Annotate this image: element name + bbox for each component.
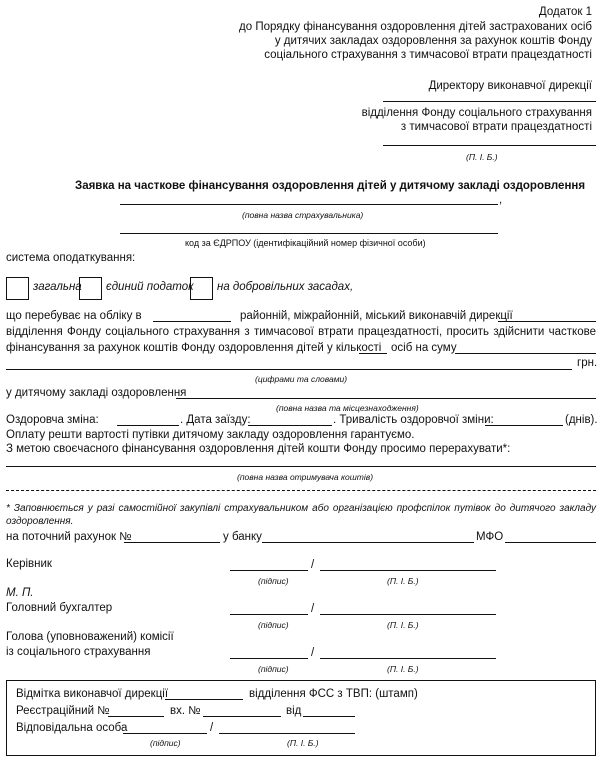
date-label: від <box>286 705 302 717</box>
recipient-caption: (повна назва отримувача коштів) <box>237 472 374 482</box>
accountant-pib-line[interactable] <box>320 614 496 615</box>
footnote-line-2: оздоровлення. <box>6 516 74 527</box>
director-label: Директору виконавчої дирекції <box>428 80 592 92</box>
arrival-label: . Дата заїзду: <box>180 414 251 426</box>
bank-name-line[interactable] <box>262 542 474 543</box>
insurer-comma: , <box>499 194 503 206</box>
camp-name-line[interactable] <box>176 398 596 399</box>
tax-general-checkbox[interactable] <box>6 277 29 300</box>
accountant-sign-caption: (підпис) <box>258 620 289 630</box>
head-slash: / <box>311 559 315 571</box>
head-label: Керівник <box>6 558 52 570</box>
footnote-separator <box>6 490 596 491</box>
insurer-name-caption: (повна назва страхувальника) <box>242 210 364 220</box>
document-title: Заявка на часткове фінансування оздоровлення дітей у дитячому закладі оздоровлення <box>75 180 586 192</box>
currency-label: грн. <box>577 357 598 369</box>
mark-office-line[interactable] <box>165 699 243 700</box>
sum-line-1[interactable] <box>455 353 596 354</box>
accountant-label: Головний бухгалтер <box>6 602 113 614</box>
arrival-date-line[interactable] <box>248 425 332 426</box>
commission-slash: / <box>311 647 315 659</box>
accountant-sign-line[interactable] <box>230 614 308 615</box>
sum-caption: (цифрами та словами) <box>255 374 348 384</box>
camp-label: у дитячому закладі оздоровлення <box>6 387 187 399</box>
commission-label-1: Голова (уповноважений) комісії <box>6 631 174 643</box>
mark-label-a: Відмітка виконавчої дирекції <box>16 688 169 700</box>
accountant-pib-caption: (П. І. Б.) <box>387 620 419 630</box>
department-line-2: з тимчасової втрати працездатності <box>400 121 592 133</box>
tax-voluntary-label: на добровільних засадах, <box>217 281 354 293</box>
request-line-3b: осіб на суму <box>391 342 457 354</box>
seal-label: М. П. <box>6 587 34 599</box>
request-line-3a: фінансування за рахунок коштів Фонду оздоровлення дітей у кількості <box>6 342 382 354</box>
annex-number: Додаток 1 <box>538 6 592 18</box>
responsible-label: Відповідальна особа <box>16 722 128 734</box>
header-line-1: до Порядку фінансування оздоровлення дітей застрахованих осіб <box>239 21 592 33</box>
accountant-slash: / <box>311 603 315 615</box>
mfo-line[interactable] <box>505 542 596 543</box>
director-name-line[interactable] <box>383 101 596 102</box>
transfer-text: З метою своєчасного фінансування оздоровлення дітей кошти Фонду просимо перерахувати*: <box>6 443 511 455</box>
tax-general-label: загальна <box>33 281 82 293</box>
commission-sign-line[interactable] <box>230 658 308 659</box>
shift-line[interactable] <box>117 425 179 426</box>
insurer-name-line[interactable] <box>120 204 498 205</box>
account-label: на поточний рахунок № <box>6 531 132 543</box>
recipient-line[interactable] <box>6 466 596 467</box>
children-count-line[interactable] <box>359 353 387 354</box>
director-pib-caption: (П. І. Б.) <box>466 152 498 162</box>
tax-system-label: система оподаткування: <box>6 252 136 264</box>
official-mark-box <box>6 680 596 756</box>
registration-office-line[interactable] <box>498 321 596 322</box>
incoming-number-line[interactable] <box>203 716 281 717</box>
responsible-pib-line[interactable] <box>219 733 355 734</box>
incoming-number-label: вх. № <box>170 705 201 717</box>
insurer-code-caption: код за ЄДРПОУ (ідентифікаційний номер фізичної особи) <box>185 238 426 248</box>
head-sign-line[interactable] <box>230 570 308 571</box>
bank-label: у банку <box>223 531 262 543</box>
mfo-label: МФО <box>476 531 504 543</box>
tax-single-label: єдиний податок <box>106 281 194 293</box>
tax-single-checkbox[interactable] <box>79 277 102 300</box>
responsible-sign-line[interactable] <box>123 733 207 734</box>
responsible-pib-caption: (П. І. Б.) <box>287 738 319 748</box>
registration-city-line[interactable] <box>153 321 231 322</box>
head-pib-line[interactable] <box>320 570 496 571</box>
mark-label-b: відділення ФСС з ТВП: (штамп) <box>249 688 418 700</box>
header-line-3: соціального страхування з тимчасової втрати працездатності <box>264 49 592 61</box>
duration-label: . Тривалість оздоровчої зміни: <box>333 414 494 426</box>
director-pib-line[interactable] <box>383 145 596 146</box>
commission-pib-caption: (П. І. Б.) <box>387 664 419 674</box>
header-line-2: у дитячих закладах оздоровлення за рахунок коштів Фонду <box>274 35 592 47</box>
registration-text-b: районній, міжрайонній, міський виконавчій дирекції <box>240 310 513 322</box>
insurer-code-line[interactable] <box>120 233 498 234</box>
duration-line[interactable] <box>485 425 563 426</box>
camp-caption: (повна назва та місцезнаходження) <box>276 403 419 413</box>
request-line-2: відділення Фонду соціального страхування з тимчасової втрати працездатності, просить здійснити часткове <box>6 326 596 338</box>
registration-number-line[interactable] <box>108 716 164 717</box>
registration-number-label: Реєстраційний № <box>16 705 110 717</box>
tax-voluntary-checkbox[interactable] <box>190 277 213 300</box>
head-sign-caption: (підпис) <box>258 576 289 586</box>
responsible-sign-caption: (підпис) <box>150 738 181 748</box>
sum-line-2[interactable] <box>6 369 572 370</box>
commission-sign-caption: (підпис) <box>258 664 289 674</box>
footnote-line-1: * Заповнюється у разі самостійної закупівлі страхувальником або організацією профспілок путівок до дитячого закладу <box>6 503 596 514</box>
shift-label: Оздоровча зміна: <box>6 414 99 426</box>
registration-date-line[interactable] <box>303 716 355 717</box>
commission-pib-line[interactable] <box>320 658 496 659</box>
commission-label-2: із соціального страхування <box>6 646 151 658</box>
head-pib-caption: (П. І. Б.) <box>387 576 419 586</box>
account-number-line[interactable] <box>124 542 220 543</box>
responsible-slash: / <box>210 722 214 734</box>
registration-text-a: що перебуває на обліку в <box>6 310 142 322</box>
department-line-1: відділення Фонду соціального страхування <box>361 107 592 119</box>
days-label: (днів). <box>565 414 598 426</box>
guarantee-text: Оплату решти вартості путівки дитячому закладу оздоровлення гарантуємо. <box>6 429 415 441</box>
